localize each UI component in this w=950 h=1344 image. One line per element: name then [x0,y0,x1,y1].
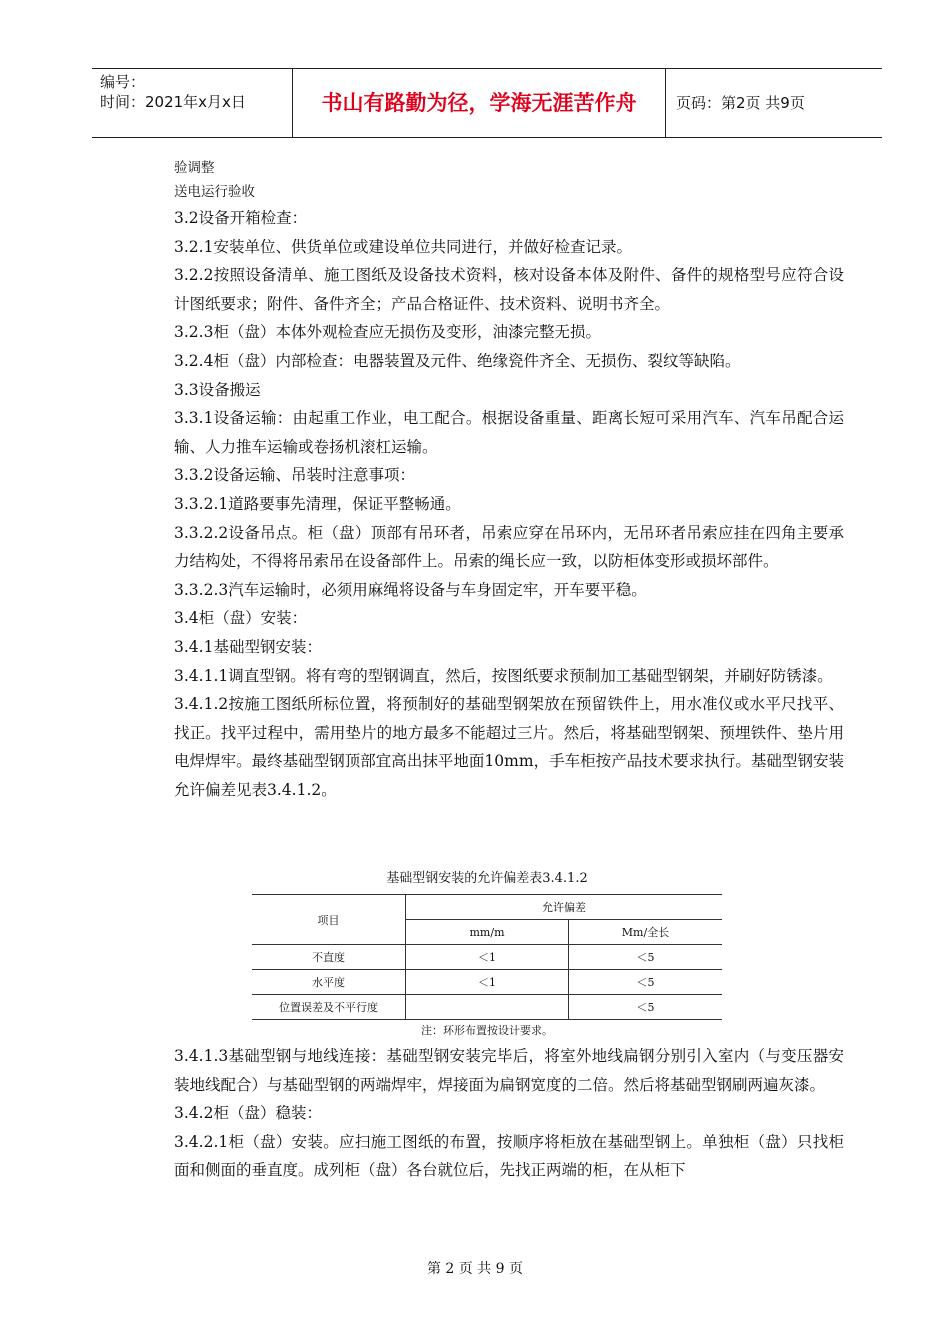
table-cell: ＜5 [569,945,723,970]
table-cell: 位置误差及不平行度 [252,995,406,1020]
document-header [92,68,882,138]
paragraph: 3.3.1设备运输：由起重工作业，电工配合。根据设备重量、距离长短可采用汽车、汽车吊配合运输、人力推车运输或卷扬机滚杠运输。 [174,409,844,456]
table-header-item: 项目 [252,895,406,945]
section-heading: 3.2设备开箱检查： [174,209,308,227]
table-cell: ＜5 [569,995,723,1020]
section-heading: 3.4.1基础型钢安装： [174,637,322,656]
table-cell: 水平度 [252,970,406,995]
paragraph: 3.3.2设备运输、吊装时注意事项： [174,466,415,485]
section-heading: 3.3设备搬运 [174,380,261,399]
paragraph: 3.2.1安装单位、供货单位或建设单位共同进行，并做好检查记录。 [174,237,632,256]
page-footer: 第 2 页 共 9 页 [426,1261,524,1277]
table-title: 基础型钢安装的允许偏差表3.4.1.2 [386,871,588,886]
paragraph: 3.3.2.3汽车运输时，必须用麻绳将设备与车身固定牢，开车要平稳。 [174,580,647,599]
table-cell: ＜5 [569,970,723,995]
body-text-bottom [174,1042,844,1185]
deviation-table-block [252,868,722,1038]
table-cell: ＜1 [406,945,569,970]
paragraph: 3.4.1.1调直型钢。将有弯的型钢调直，然后，按图纸要求预制加工基础型钢架，并刷好防锈漆。 [174,666,833,685]
header-motto: 书山有路勤为径，学海无涯苦作舟 [293,69,666,137]
table-row [252,995,722,1020]
paragraph: 送电运行验收 [174,184,255,200]
section-heading: 3.4.2柜（盘）稳装： [174,1104,322,1123]
deviation-table [252,894,722,1020]
time-label: 时间：2021年x月x日 [100,93,246,111]
paragraph: 3.3.2.1道路要事先清理，保证平整畅通。 [174,494,461,513]
table-cell: 不直度 [252,945,406,970]
header-page: 页码：第2页 共9页 [676,94,805,112]
table-note: 注：环形布置按设计要求。 [421,1024,553,1037]
table-header-group: 允许偏差 [406,895,723,920]
paragraph: 验调整 [174,160,215,176]
header-meta [92,69,293,137]
number-label: 编号： [100,73,146,91]
body-text-top [174,156,844,804]
table-row [252,970,722,995]
table-cell [406,995,569,1020]
paragraph: 3.2.2按照设备清单、施工图纸及设备技术资料，核对设备本体及附件、备件的规格型号应符合设计图纸要求；附件、备件齐全；产品合格证件、技术资料、说明书齐全。 [174,266,844,313]
section-heading: 3.4柜（盘）安装： [174,609,308,628]
paragraph: 3.2.3柜（盘）本体外观检查应无损伤及变形，油漆完整无损。 [174,323,601,342]
table-header-b: Mm/全长 [569,920,723,945]
paragraph: 3.4.1.3基础型钢与地线连接：基础型钢安装完毕后，将室外地线扁钢分别引入室内（与变压器安装地线配合）与基础型钢的两端焊牢，焊接面为扁钢宽度的二倍。然后将基础型钢刷两遍灰漆。 [174,1047,844,1094]
table-cell: ＜1 [406,970,569,995]
table-row [252,945,722,970]
paragraph: 3.2.4柜（盘）内部检查：电器装置及元件、绝缘瓷件齐全、无损伤、裂纹等缺陷。 [174,351,741,370]
paragraph: 3.4.1.2按施工图纸所标位置，将预制好的基础型钢架放在预留铁件上，用水准仪或水平尺找平、找正。找平过程中，需用垫片的地方最多不能超过三片。然后，将基础型钢架、预埋铁件、垫片用电焊焊牢。最终基础型钢顶部宜高出抹平地面10mm，手车柜按产品技术要求执行。基础型钢安装允许偏差见表3.4.1.2。 [174,695,844,799]
paragraph: 3.4.2.1柜（盘）安装。应扫施工图纸的布置，按顺序将柜放在基础型钢上。单独柜（盘）只找柜面和侧面的垂直度。成列柜（盘）各台就位后，先找正两端的柜，在从柜下 [174,1132,844,1180]
paragraph: 3.3.2.2设备吊点。柜（盘）顶部有吊环者，吊索应穿在吊环内，无吊环者吊索应挂在四角主要承力结构处，不得将吊索吊在设备部件上。吊索的绳长应一致，以防柜体变形或损坏部件。 [174,523,844,571]
table-header-a: mm/m [406,920,569,945]
